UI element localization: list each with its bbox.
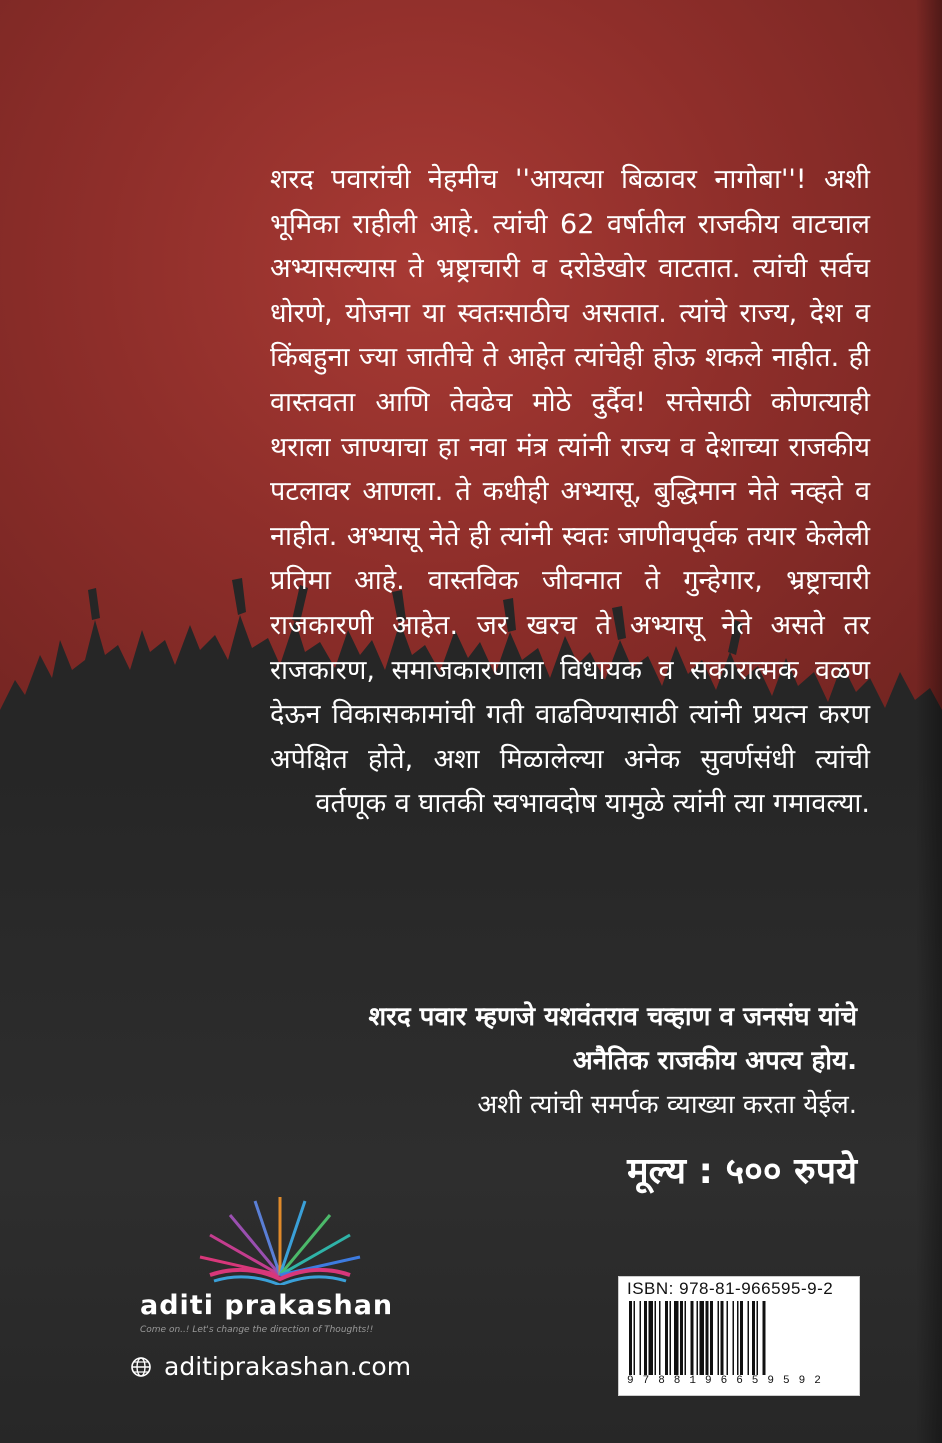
barcode-bar xyxy=(674,1301,679,1375)
barcode-bar xyxy=(721,1301,724,1375)
globe-icon xyxy=(130,1356,152,1378)
barcode-bar xyxy=(685,1301,687,1375)
barcode-bar xyxy=(665,1301,668,1375)
barcode-bar xyxy=(748,1301,750,1375)
blurb-text xyxy=(270,158,870,827)
barcode-bar xyxy=(757,1301,759,1375)
verdict-line-2: अनैतिक राजकीय अपत्य होय. xyxy=(572,1046,857,1076)
barcode-bar xyxy=(629,1301,632,1375)
barcode-bar xyxy=(659,1301,661,1375)
barcode-bar xyxy=(634,1301,636,1375)
barcode-bar xyxy=(700,1301,705,1375)
publisher-website[interactable] xyxy=(130,1352,411,1381)
verdict-line-3: अशी त्यांची समर्पक व्याख्या करता येईल. xyxy=(477,1090,857,1120)
barcode-bar xyxy=(718,1301,720,1375)
publisher-name: aditi prakashan xyxy=(140,1290,394,1321)
barcode-bar xyxy=(640,1301,642,1375)
barcode-bar xyxy=(737,1301,739,1375)
barcode-bar xyxy=(740,1301,743,1375)
barcode-bar xyxy=(670,1301,672,1375)
publisher-tagline: Come on..! Let's change the direction of Thoughts!! xyxy=(140,1325,374,1335)
spine-edge xyxy=(916,0,942,1443)
barcode-bar xyxy=(763,1301,766,1375)
barcode-icon xyxy=(627,1301,851,1375)
verdict-block xyxy=(257,995,857,1127)
barcode-digits: 9788196659592 xyxy=(627,1375,830,1387)
barcode-bar xyxy=(697,1301,699,1375)
barcode-bar xyxy=(691,1301,694,1375)
barcode-bar xyxy=(680,1301,683,1375)
blurb-paragraph: शरद पवारांची नेहमीच ''आयत्या बिळावर नागोबा''! अशी भूमिका राहीली आहे. त्यांची 62 वर्षातील राजकीय वाटचाल अभ्यासल्यास ते भ्रष्ट्राचारी व दरोडेखोर वाटतात. त्यांची सर्वच धोरणे, योजना या स्वतःसाठीच असतात. त्यांचे राज्य, देश व किंबहुना ज्या जातीचे ते आहेत त्यांचेही होऊ शकले नाहीत. ही वास्तवता आणि तेवढेच मोठे दुर्दैव! सत्तेसाठी कोणत्याही थराला जाण्याचा हा नवा मंत्र त्यांनी राज्य व देशाच्या राजकीय पटलावर आणला. ते कधीही अभ्यासू, बुद्धिमान नेते नव्हते व नाहीत. अभ्यासू नेते ही त्यांनी स्वतः जाणीवपूर्वक तयार केलेली प्रतिमा आहे. वास्तविक जीवनात ते गुन्हेगार, भ्रष्ट्राचारी राजकारणी आहेत. जर खरच ते अभ्यासू नेते असते तर राजकारण, समाजकारणाला विधायक व सकारात्मक वळण देऊन विकासकामांची गती वाढविण्यासाठी त्यांनी प्रयत्न करण अपेक्षित होते, अशा मिळालेल्या अनेक सुवर्णसंधी त्यांची वर्तणूक व घातकी स्वभावदोष यामुळे त्यांनी त्या गमावल्या. xyxy=(270,164,870,820)
barcode-bar xyxy=(710,1301,713,1375)
barcode-bar xyxy=(649,1301,654,1375)
verdict-line-1: शरद पवार म्हणजे यशवंतराव चव्हाण व जनसंघ यांचे xyxy=(368,1002,857,1032)
barcode-panel xyxy=(618,1276,860,1396)
price-label: मूल्य : ५०० रुपये xyxy=(627,1151,857,1192)
barcode-bar xyxy=(752,1301,755,1375)
open-book-rays-icon xyxy=(180,1195,380,1285)
barcode-bar xyxy=(733,1301,735,1375)
website-text: aditiprakashan.com xyxy=(164,1352,412,1381)
isbn-label: ISBN: 978-81-966595-9-2 xyxy=(627,1279,834,1298)
barcode-bar xyxy=(727,1301,729,1375)
barcode-bar xyxy=(706,1301,709,1375)
barcode-bar xyxy=(644,1301,647,1375)
barcode-bar xyxy=(655,1301,657,1375)
